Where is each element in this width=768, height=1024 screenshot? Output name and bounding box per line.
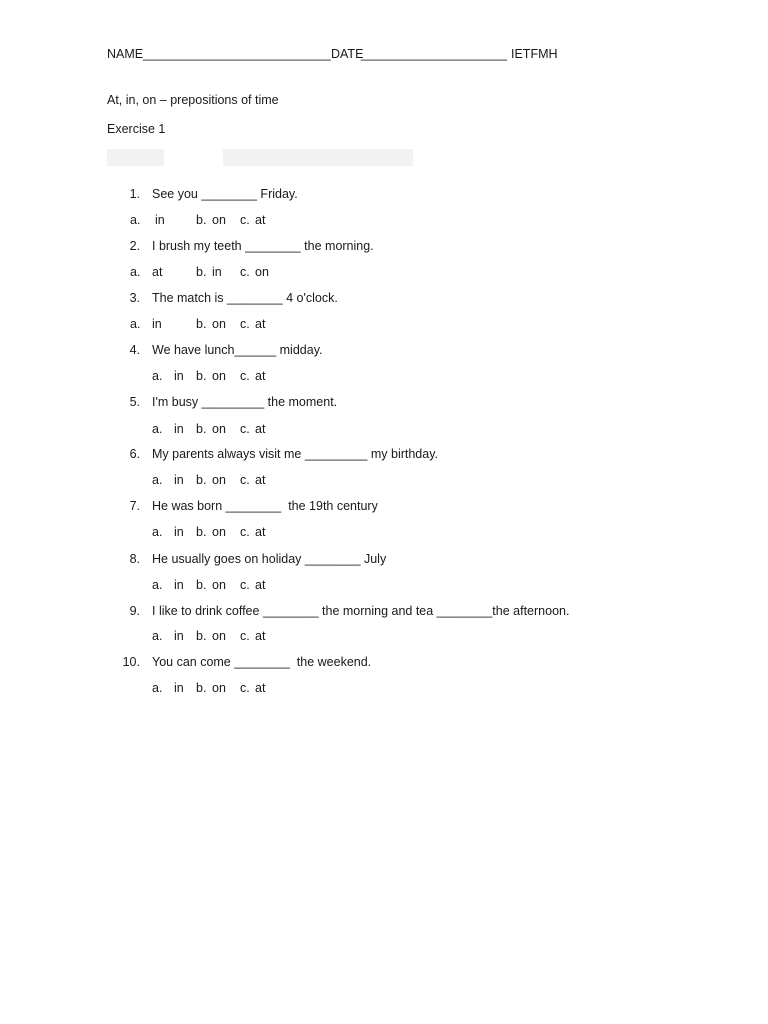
question-text: I like to drink coffee ________ the morning and tea ________the afternoon. [152, 604, 570, 618]
option-b-letter: b. [196, 213, 207, 227]
option-c[interactable]: at [255, 213, 266, 227]
option-c-letter: c. [240, 578, 250, 592]
option-b-letter: b. [196, 473, 207, 487]
name-label: NAME [107, 47, 144, 61]
option-b[interactable]: on [212, 629, 226, 643]
option-a-letter: a. [130, 317, 141, 331]
question-number: 10. [122, 655, 140, 669]
option-b[interactable]: on [212, 422, 226, 436]
option-c[interactable]: at [255, 473, 266, 487]
option-c-letter: c. [240, 213, 250, 227]
option-b-letter: b. [196, 369, 207, 383]
option-c[interactable]: at [255, 681, 266, 695]
option-b-letter: b. [196, 265, 207, 279]
question-text: My parents always visit me _________ my birthday. [152, 447, 439, 461]
question-text: The match is ________ 4 o'clock. [152, 291, 338, 305]
option-a[interactable]: in [174, 681, 184, 695]
question-number: 9. [129, 604, 140, 618]
option-c[interactable]: at [255, 369, 266, 383]
option-c[interactable]: on [255, 265, 269, 279]
question-text: I brush my teeth ________ the morning. [152, 239, 374, 253]
question-number: 2. [129, 239, 140, 253]
question-number: 5. [129, 395, 140, 409]
option-b[interactable]: in [212, 265, 222, 279]
option-c-letter: c. [240, 369, 250, 383]
option-a[interactable]: in [174, 629, 184, 643]
date-blank[interactable]: _____________________ [361, 47, 507, 61]
shaded-box-right [223, 149, 413, 166]
question-number: 8. [129, 552, 140, 566]
option-b-letter: b. [196, 317, 207, 331]
option-b[interactable]: on [212, 213, 226, 227]
option-a-letter: a. [152, 422, 163, 436]
option-c-letter: c. [240, 473, 250, 487]
option-a[interactable]: in [152, 317, 162, 331]
option-b[interactable]: on [212, 317, 226, 331]
question-number: 6. [129, 447, 140, 461]
worksheet-code: IETFMH [511, 47, 558, 61]
option-c[interactable]: at [255, 317, 266, 331]
exercise-label: Exercise 1 [107, 122, 166, 136]
option-a-letter: a. [152, 578, 163, 592]
option-a-letter: a. [152, 369, 163, 383]
option-a-letter: a. [152, 629, 163, 643]
question-text: I'm busy _________ the moment. [152, 395, 338, 409]
option-c[interactable]: at [255, 578, 266, 592]
option-b-letter: b. [196, 525, 207, 539]
option-c-letter: c. [240, 422, 250, 436]
option-c[interactable]: at [255, 422, 266, 436]
question-text: He usually goes on holiday ________ July [152, 552, 387, 566]
option-a-letter: a. [152, 473, 163, 487]
question-number: 7. [129, 499, 140, 513]
question-number: 4. [129, 343, 140, 357]
option-a[interactable]: in [174, 369, 184, 383]
option-b[interactable]: on [212, 681, 226, 695]
option-a[interactable]: in [174, 422, 184, 436]
question-number: 3. [129, 291, 140, 305]
option-b[interactable]: on [212, 369, 226, 383]
option-a[interactable]: in [155, 213, 165, 227]
option-a[interactable]: in [174, 578, 184, 592]
option-b-letter: b. [196, 681, 207, 695]
option-b[interactable]: on [212, 525, 226, 539]
option-a-letter: a. [152, 681, 163, 695]
question-number: 1. [129, 187, 140, 201]
question-text: You can come ________ the weekend. [152, 655, 372, 669]
option-c-letter: c. [240, 681, 250, 695]
date-label: DATE [331, 47, 364, 61]
option-a[interactable]: at [152, 265, 163, 279]
option-b[interactable]: on [212, 473, 226, 487]
option-c-letter: c. [240, 629, 250, 643]
option-a-letter: a. [152, 525, 163, 539]
option-b-letter: b. [196, 578, 207, 592]
option-b-letter: b. [196, 422, 207, 436]
shaded-box-left [107, 149, 164, 166]
question-text: See you ________ Friday. [152, 187, 298, 201]
name-blank[interactable]: ___________________________ [143, 47, 331, 61]
question-text: He was born ________ the 19th century [152, 499, 378, 513]
page-title: At, in, on – prepositions of time [107, 93, 279, 107]
option-a[interactable]: in [174, 525, 184, 539]
option-c-letter: c. [240, 317, 250, 331]
option-a-letter: a. [130, 213, 141, 227]
option-b-letter: b. [196, 629, 207, 643]
option-b[interactable]: on [212, 578, 226, 592]
option-c-letter: c. [240, 265, 250, 279]
option-a-letter: a. [130, 265, 141, 279]
question-text: We have lunch______ midday. [152, 343, 323, 357]
option-a[interactable]: in [174, 473, 184, 487]
option-c-letter: c. [240, 525, 250, 539]
option-c[interactable]: at [255, 525, 266, 539]
option-c[interactable]: at [255, 629, 266, 643]
